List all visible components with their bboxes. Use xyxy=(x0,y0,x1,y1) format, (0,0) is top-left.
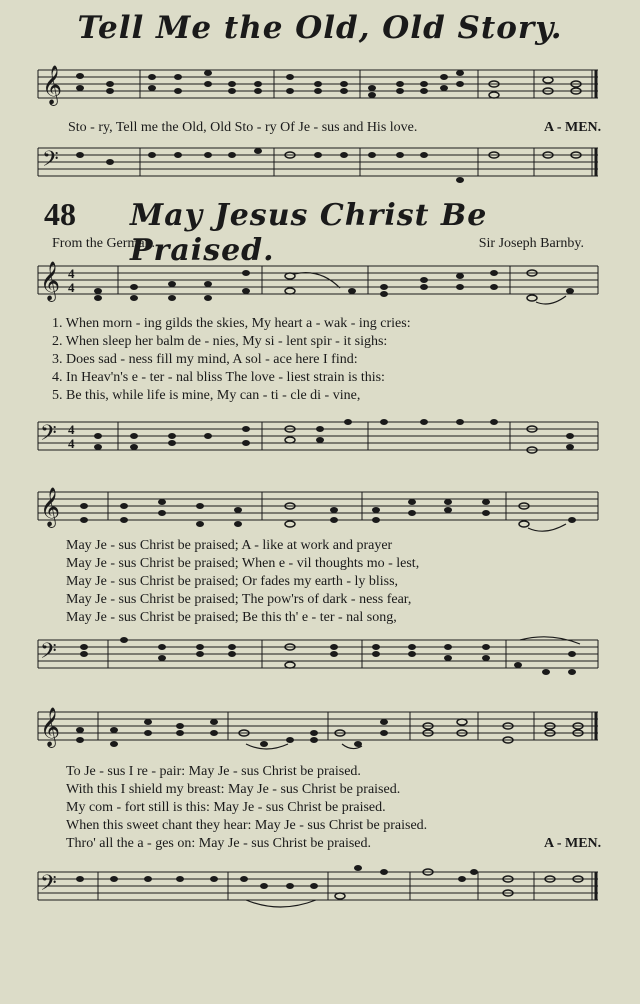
system2-treble-staff xyxy=(0,484,640,544)
svg-text:𝄢: 𝄢 xyxy=(42,147,59,177)
svg-text:4: 4 xyxy=(68,436,75,451)
amen-label: A - MEN. xyxy=(544,836,602,851)
system2-verse3: May Je - sus Christ be praised; Or fades my earth - ly bliss, xyxy=(66,574,399,589)
previous-hymn-title: Tell Me the Old, Old Story. xyxy=(77,10,563,46)
svg-text:4: 4 xyxy=(68,422,75,437)
previous-treble-staff xyxy=(0,62,640,122)
hymn-number: 48 xyxy=(44,196,76,232)
system3-treble-staff xyxy=(0,704,640,766)
system2-verse5: May Je - sus Christ be praised; Be this th' e - ter - nal song, xyxy=(66,610,397,625)
system3-verse2: With this I shield my breast: May Je - sus Christ be praised. xyxy=(66,782,401,797)
system1-verse1: 1. When morn - ing gilds the skies, My heart a - wak - ing cries: xyxy=(52,316,411,331)
system3-bass-staff xyxy=(0,858,640,924)
svg-text:𝄞: 𝄞 xyxy=(40,261,61,301)
svg-text:𝄞: 𝄞 xyxy=(40,707,61,747)
svg-text:𝄞: 𝄞 xyxy=(42,65,63,105)
system2-verse1: May Je - sus Christ be praised; A - like at work and prayer xyxy=(66,538,393,553)
svg-text:𝄢: 𝄢 xyxy=(40,871,57,901)
system1-verse5: 5. Be this, while life is mine, My can - ti - cle di - vine, xyxy=(52,388,361,403)
system1-verse2: 2. When sleep her balm de - nies, My si - lent spir - it sighs: xyxy=(52,334,388,349)
system2-bass-staff xyxy=(0,632,640,692)
system3-verse3: My com - fort still is this: May Je - sus Christ be praised. xyxy=(66,800,386,815)
system3-verse5: Thro' all the a - ges on: May Je - sus Christ be praised. xyxy=(66,836,372,851)
hymn-composer: Sir Joseph Barnby. xyxy=(478,236,584,251)
system2-verse2: May Je - sus Christ be praised; When e - vil thoughts mo - lest, xyxy=(66,556,420,571)
svg-text:𝄢: 𝄢 xyxy=(40,639,57,669)
svg-text:4: 4 xyxy=(68,266,75,281)
system1-treble-staff xyxy=(0,258,640,318)
system1-bass-staff xyxy=(0,414,640,474)
hymn-source: From the German. xyxy=(52,236,156,251)
svg-text:𝄢: 𝄢 xyxy=(40,421,57,451)
system1-verse3: 3. Does sad - ness fill my mind, A sol - ace here I find: xyxy=(52,352,358,367)
svg-text:4: 4 xyxy=(68,280,75,295)
system3-verse4: When this sweet chant they hear: May Je - sus Christ be praised. xyxy=(66,818,428,833)
system1-verse4: 4. In Heav'n's e - ter - nal bliss The love - liest strain is this: xyxy=(52,370,385,385)
previous-bass-staff xyxy=(0,140,640,190)
previous-amen: A - MEN. xyxy=(544,120,602,135)
previous-lyric-line: Sto - ry, Tell me the Old, Old Sto - ry Of Je - sus and His love. xyxy=(68,120,418,135)
system2-verse4: May Je - sus Christ be praised; The pow'rs of dark - ness fear, xyxy=(66,592,412,607)
system3-verse1: To Je - sus I re - pair: May Je - sus Christ be praised. xyxy=(66,764,361,779)
hymn-title: May Jesus Christ Be Praised. xyxy=(130,198,488,268)
svg-text:𝄞: 𝄞 xyxy=(40,487,61,527)
